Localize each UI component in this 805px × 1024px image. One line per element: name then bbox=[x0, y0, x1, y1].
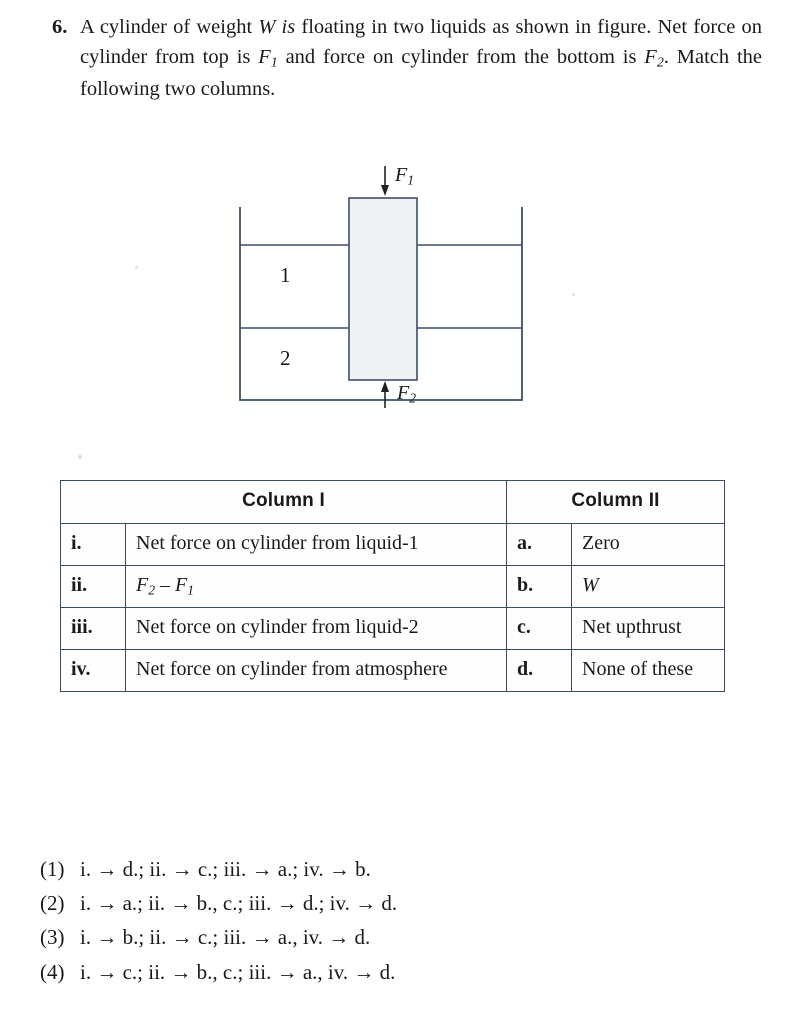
force-top-label-letter: F bbox=[395, 164, 408, 186]
weight-symbol: W bbox=[258, 16, 276, 38]
force-top-label-sub: 1 bbox=[407, 172, 415, 188]
option-3[interactable] bbox=[40, 920, 760, 954]
liquid2-label: 2 bbox=[280, 346, 291, 370]
scan-speck bbox=[572, 293, 575, 296]
force-top-subscript: 1 bbox=[270, 55, 278, 71]
table-row bbox=[61, 650, 725, 692]
option-3-number: (3) bbox=[40, 925, 65, 950]
scan-speck bbox=[78, 455, 82, 459]
question-line1-b: floating in two liquids as shown bbox=[295, 16, 570, 38]
table-row bbox=[61, 565, 725, 608]
row-i-value: Net force on cylinder from liquid-1 bbox=[126, 523, 507, 565]
question-number: 6. bbox=[52, 16, 68, 38]
table-row bbox=[61, 523, 725, 565]
force-top-symbol: F bbox=[258, 46, 271, 69]
row-iv-value: Net force on cylinder from atmosphere bbox=[126, 650, 507, 692]
question-line2-a: in figure. Net force on cylinder from top is bbox=[80, 16, 762, 69]
matching-table bbox=[60, 480, 725, 692]
row-b-value: W bbox=[572, 565, 725, 608]
question-line1-is: is bbox=[275, 16, 296, 38]
row-ii-key: ii. bbox=[61, 565, 126, 608]
answer-options bbox=[40, 852, 760, 989]
option-1-number: (1) bbox=[40, 857, 65, 881]
row-c-value: Net upthrust bbox=[572, 608, 725, 650]
force-top-arrow-head bbox=[381, 185, 389, 196]
option-2-text: i. → a.; ii. → b., c.; iii. → d.; iv. → d. bbox=[80, 891, 398, 916]
table-header-row bbox=[61, 481, 725, 524]
question-line2-b: and force on bbox=[277, 46, 394, 69]
liquid1-label: 1 bbox=[280, 263, 291, 287]
row-iii-key: iii. bbox=[61, 608, 126, 650]
row-iv-key: iv. bbox=[61, 650, 126, 692]
force-bottom-label-letter: F bbox=[397, 382, 410, 404]
figure-svg bbox=[232, 160, 532, 425]
option-1-text: i. → d.; ii. → c.; iii. → a.; iv. → b. bbox=[80, 857, 371, 881]
option-3-text: i. → b.; ii. → c.; iii. → a., iv. → d. bbox=[80, 925, 371, 950]
row-d-value: None of these bbox=[572, 650, 725, 692]
option-4-number: (4) bbox=[40, 959, 65, 984]
row-c-key: c. bbox=[507, 608, 572, 650]
force-top-label bbox=[395, 164, 414, 188]
question-block bbox=[52, 12, 762, 104]
force-bottom-label bbox=[397, 382, 416, 406]
option-2[interactable] bbox=[40, 886, 760, 920]
cylinder-figure bbox=[232, 160, 532, 425]
table-row bbox=[61, 608, 725, 650]
question-line4: columns. bbox=[200, 78, 276, 101]
option-4[interactable] bbox=[40, 955, 760, 989]
option-1[interactable] bbox=[40, 852, 760, 886]
force-bottom-label-sub: 2 bbox=[409, 390, 417, 406]
column-header-1: Column I bbox=[61, 481, 507, 524]
row-b-key: b. bbox=[507, 565, 572, 608]
option-4-text: i. → c.; ii. → b., c.; iii. → a., iv. → d. bbox=[80, 959, 396, 984]
question-line1-a: A cylinder of weight bbox=[80, 16, 259, 38]
option-2-number: (2) bbox=[40, 891, 65, 916]
question-line3-a: cylinder from the bottom is bbox=[401, 46, 645, 69]
row-a-value: Zero bbox=[572, 523, 725, 565]
scan-speck bbox=[135, 266, 138, 269]
force-bottom-symbol: F bbox=[644, 46, 657, 69]
row-a-key: a. bbox=[507, 523, 572, 565]
cylinder-body bbox=[349, 198, 417, 380]
column-header-2: Column II bbox=[507, 481, 725, 524]
question-line3-b: . Match the following two bbox=[80, 46, 763, 101]
force-bottom-arrow-head bbox=[381, 381, 389, 392]
row-iii-value: Net force on cylinder from liquid-2 bbox=[126, 608, 507, 650]
force-bottom-subscript: 2 bbox=[656, 55, 664, 71]
question-text bbox=[80, 12, 762, 104]
row-d-key: d. bbox=[507, 650, 572, 692]
row-i-key: i. bbox=[61, 523, 126, 565]
row-ii-value: $F_2 - F_1$ bbox=[126, 565, 507, 608]
